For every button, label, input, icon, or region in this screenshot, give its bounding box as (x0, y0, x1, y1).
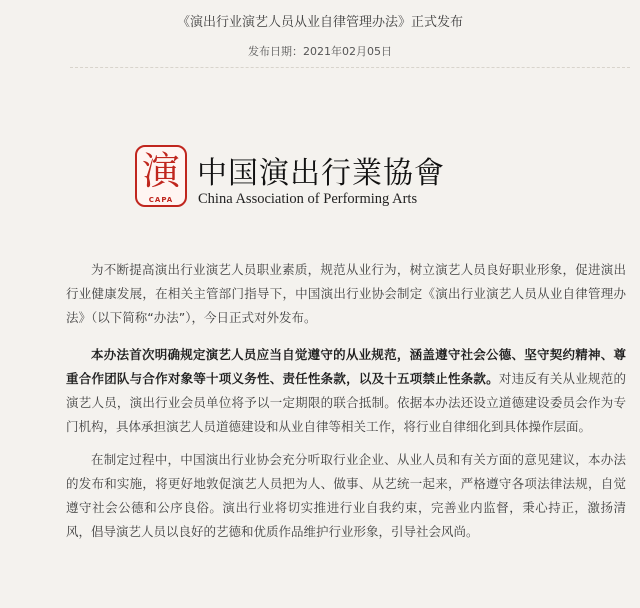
association-logo (135, 145, 465, 215)
seal-character: 演 (141, 149, 180, 193)
article-body (66, 258, 626, 557)
header-divider (70, 67, 630, 68)
paragraph-3: 在制定过程中，中国演出行业协会充分听取行业企业、从业人员和有关方面的意见建议，本办法的发布和实施，将更好地敦促演艺人员把为人、做事、从艺统一起来，严格遵守各项法律法规，自觉遵守社会公德和公序良俗。演出行业将切实推进行业自我约束，完善业内监督，秉心持正，激扬清风，倡导演艺人员以良好的艺德和优质作品维护行业形象，引导社会风尚。 (66, 452, 626, 539)
paragraph-2 (66, 343, 626, 439)
association-name-cn: 中国演出行業協會 (197, 156, 445, 191)
paragraph-1: 为不断提高演出行业演艺人员职业素质，规范从业行为，树立演艺人员良好职业形象，促进演出行业健康发展，在相关主管部门指导下，中国演出行业协会制定《演出行业演艺人员从业自律管理办法》（以下简称“办法”），今日正式对外发布。 (66, 262, 626, 325)
article-title: 《演出行业演艺人员从业自律管理办法》正式发布 (176, 15, 463, 30)
seal-abbreviation: CAPA (148, 196, 174, 204)
publish-date: 发布日期：2021年02月05日 (248, 45, 392, 58)
paragraph-2-bold: 本办法首次明确规定演艺人员应当自觉遵守的从业规范，涵盖遵守社会公德、坚守契约精神、尊重合作团队与合作对象等十项义务性、责任性条款，以及十五项禁止性条款。 (66, 347, 626, 386)
capa-seal-icon (135, 145, 187, 207)
paragraph-2-rest: 对违反有关从业规范的演艺人员，演出行业会员单位将予以一定期限的联合抵制。依据本办法还设立道德建设委员会作为专门机构，具体承担演艺人员道德建设和从业自律等相关工作，将行业自律细化到具体操作层面。 (66, 371, 626, 434)
association-name-en: China Association of Performing Arts (198, 191, 418, 207)
